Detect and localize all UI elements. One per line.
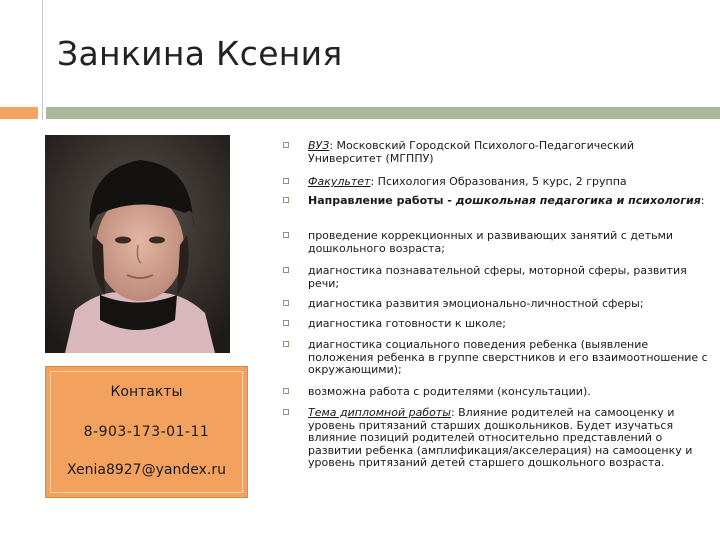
item-text: : Московский Городской Психолого-Педагогический Университет (МГППУ) — [308, 139, 634, 165]
item-text: диагностика социального поведения ребенка (выявление положения ребенка в группе сверстников и его взаимоотношение с окружающими); — [308, 338, 708, 377]
square-bullet-icon — [283, 142, 289, 148]
vertical-rule — [42, 0, 43, 120]
item-text: диагностика готовности к школе; — [308, 317, 506, 330]
item-text: : Психология Образования, 5 курс, 2 группа — [370, 175, 627, 188]
item-label: Направление работы - — [308, 194, 456, 207]
item-text: диагностика познавательной сферы, моторной сферы, развития речи; — [308, 264, 687, 290]
contact-phone: 8-903-173-01-11 — [83, 424, 210, 440]
square-bullet-icon — [283, 178, 289, 184]
square-bullet-icon — [283, 341, 289, 347]
page-title: Занкина Ксения — [57, 34, 343, 73]
square-bullet-icon — [283, 232, 289, 238]
item-text: : — [700, 194, 705, 207]
item-text: возможна работа с родителями (консультации). — [308, 385, 591, 398]
item-text: проведение коррекционных и развивающих занятий с детьми дошкольного возраста; — [308, 229, 674, 255]
item-label-italic: дошкольная педагогика и психология — [455, 194, 701, 207]
accent-bar-orange — [0, 107, 38, 119]
contacts-box — [45, 366, 248, 498]
portrait-photo — [45, 135, 230, 353]
contacts-heading: Контакты — [110, 384, 183, 400]
square-bullet-icon — [283, 197, 289, 203]
item-label: ВУЗ — [308, 139, 330, 152]
accent-bar-green — [46, 107, 720, 119]
square-bullet-icon — [283, 267, 289, 273]
portrait-image — [45, 135, 230, 353]
square-bullet-icon — [283, 300, 289, 306]
square-bullet-icon — [283, 388, 289, 394]
item-text: диагностика развития эмоционально-личностной сферы; — [308, 297, 644, 310]
item-label: Факультет — [308, 175, 371, 188]
item-label: Тема дипломной работы — [308, 406, 451, 419]
square-bullet-icon — [283, 409, 289, 415]
contact-email[interactable]: Xenia8927@yandex.ru — [67, 462, 226, 478]
item-text: : Влияние родителей на самооценку и уровень притязаний старших дошкольников. Будет изучаться влияние позиций родителей относительно представлений о развитии ребенка (амплификация/акселерация) на самооценку и уровень притязаний детей старшего дошкольного возраста. — [308, 406, 693, 470]
square-bullet-icon — [283, 320, 289, 326]
